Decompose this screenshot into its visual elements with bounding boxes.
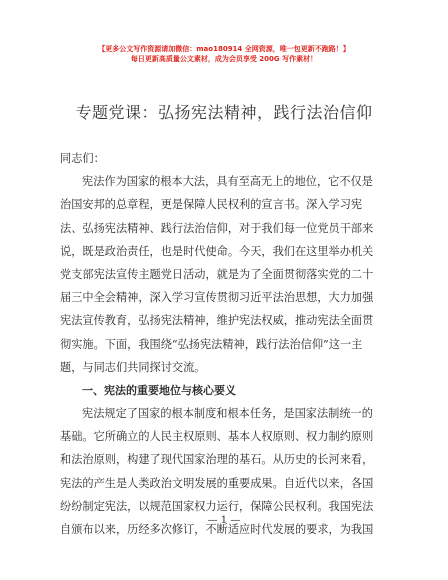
document-title: 专题党课：弘扬宪法精神，践行法治信仰 — [75, 103, 373, 122]
paragraph-line: 党支部宪法宣传主题党日活动，就是为了全面贯彻落实党的二十 — [60, 267, 374, 281]
promo-banner — [0, 44, 448, 64]
paragraph-line: 题，与同志们共同探讨交流。 — [60, 360, 206, 374]
paragraph-line: 基础。它所确立的人民主权原则、基本人权原则、权力制约原则 — [60, 430, 374, 444]
paragraph-line: 宪法作为国家的根本大法，具有至高无上的地位，它不仅是 — [82, 175, 373, 189]
paragraph-line: 宪法的产生是人类政治文明发展的重要成果。自近代以来，各国 — [60, 476, 374, 490]
paragraph-line: 纷纷制定宪法，以规范国家权力运行，保障公民权利。我国宪法 — [60, 499, 374, 513]
paragraph-line: 和法治原则，构建了现代国家治理的基石。从历史的长河来看， — [60, 453, 374, 467]
paragraph-line: 治国安邦的总章程，更是保障人民权利的宣言书。深入学习宪 — [60, 198, 363, 212]
promo-banner-line-2: 每日更新高质量公文素材，成为会员享受 200G 写作素材！ — [130, 55, 318, 63]
page-number: — 1 — — [207, 515, 241, 526]
paragraph-line: 宪法宣传教育，弘扬宪法精神，维护宪法权威，推动宪法全面贯 — [60, 314, 374, 328]
paragraph-line: 届三中全会精神，深入学习宣传贯彻习近平法治思想，大力加强 — [60, 291, 374, 305]
paragraph-line: 说，既是政治责任，也是时代使命。今天，我们在这里举办机关 — [60, 244, 374, 258]
document-body — [60, 147, 390, 541]
paragraph-line: 自颁布以来，历经多次修订，不断适应时代发展的要求，为我国 — [60, 523, 374, 536]
paragraph-line: 宪法规定了国家的根本制度和根本任务，是国家法制统一的 — [82, 407, 373, 421]
promo-banner-line-1: 【更多公文写作资源请加微信：mao180914 全网资源，唯一包更新不跑路！】 — [98, 45, 350, 53]
section-heading: 一、宪法的重要地位与核心要义 — [82, 383, 236, 397]
paragraph-line: 彻实施。下面，我围绕“弘扬宪法精神，践行法治信仰”这一主 — [60, 337, 363, 351]
salutation: 同志们： — [60, 152, 105, 165]
paragraph-line: 法、弘扬宪法精神、践行法治信仰，对于我们每一位党员干部来 — [60, 221, 374, 235]
